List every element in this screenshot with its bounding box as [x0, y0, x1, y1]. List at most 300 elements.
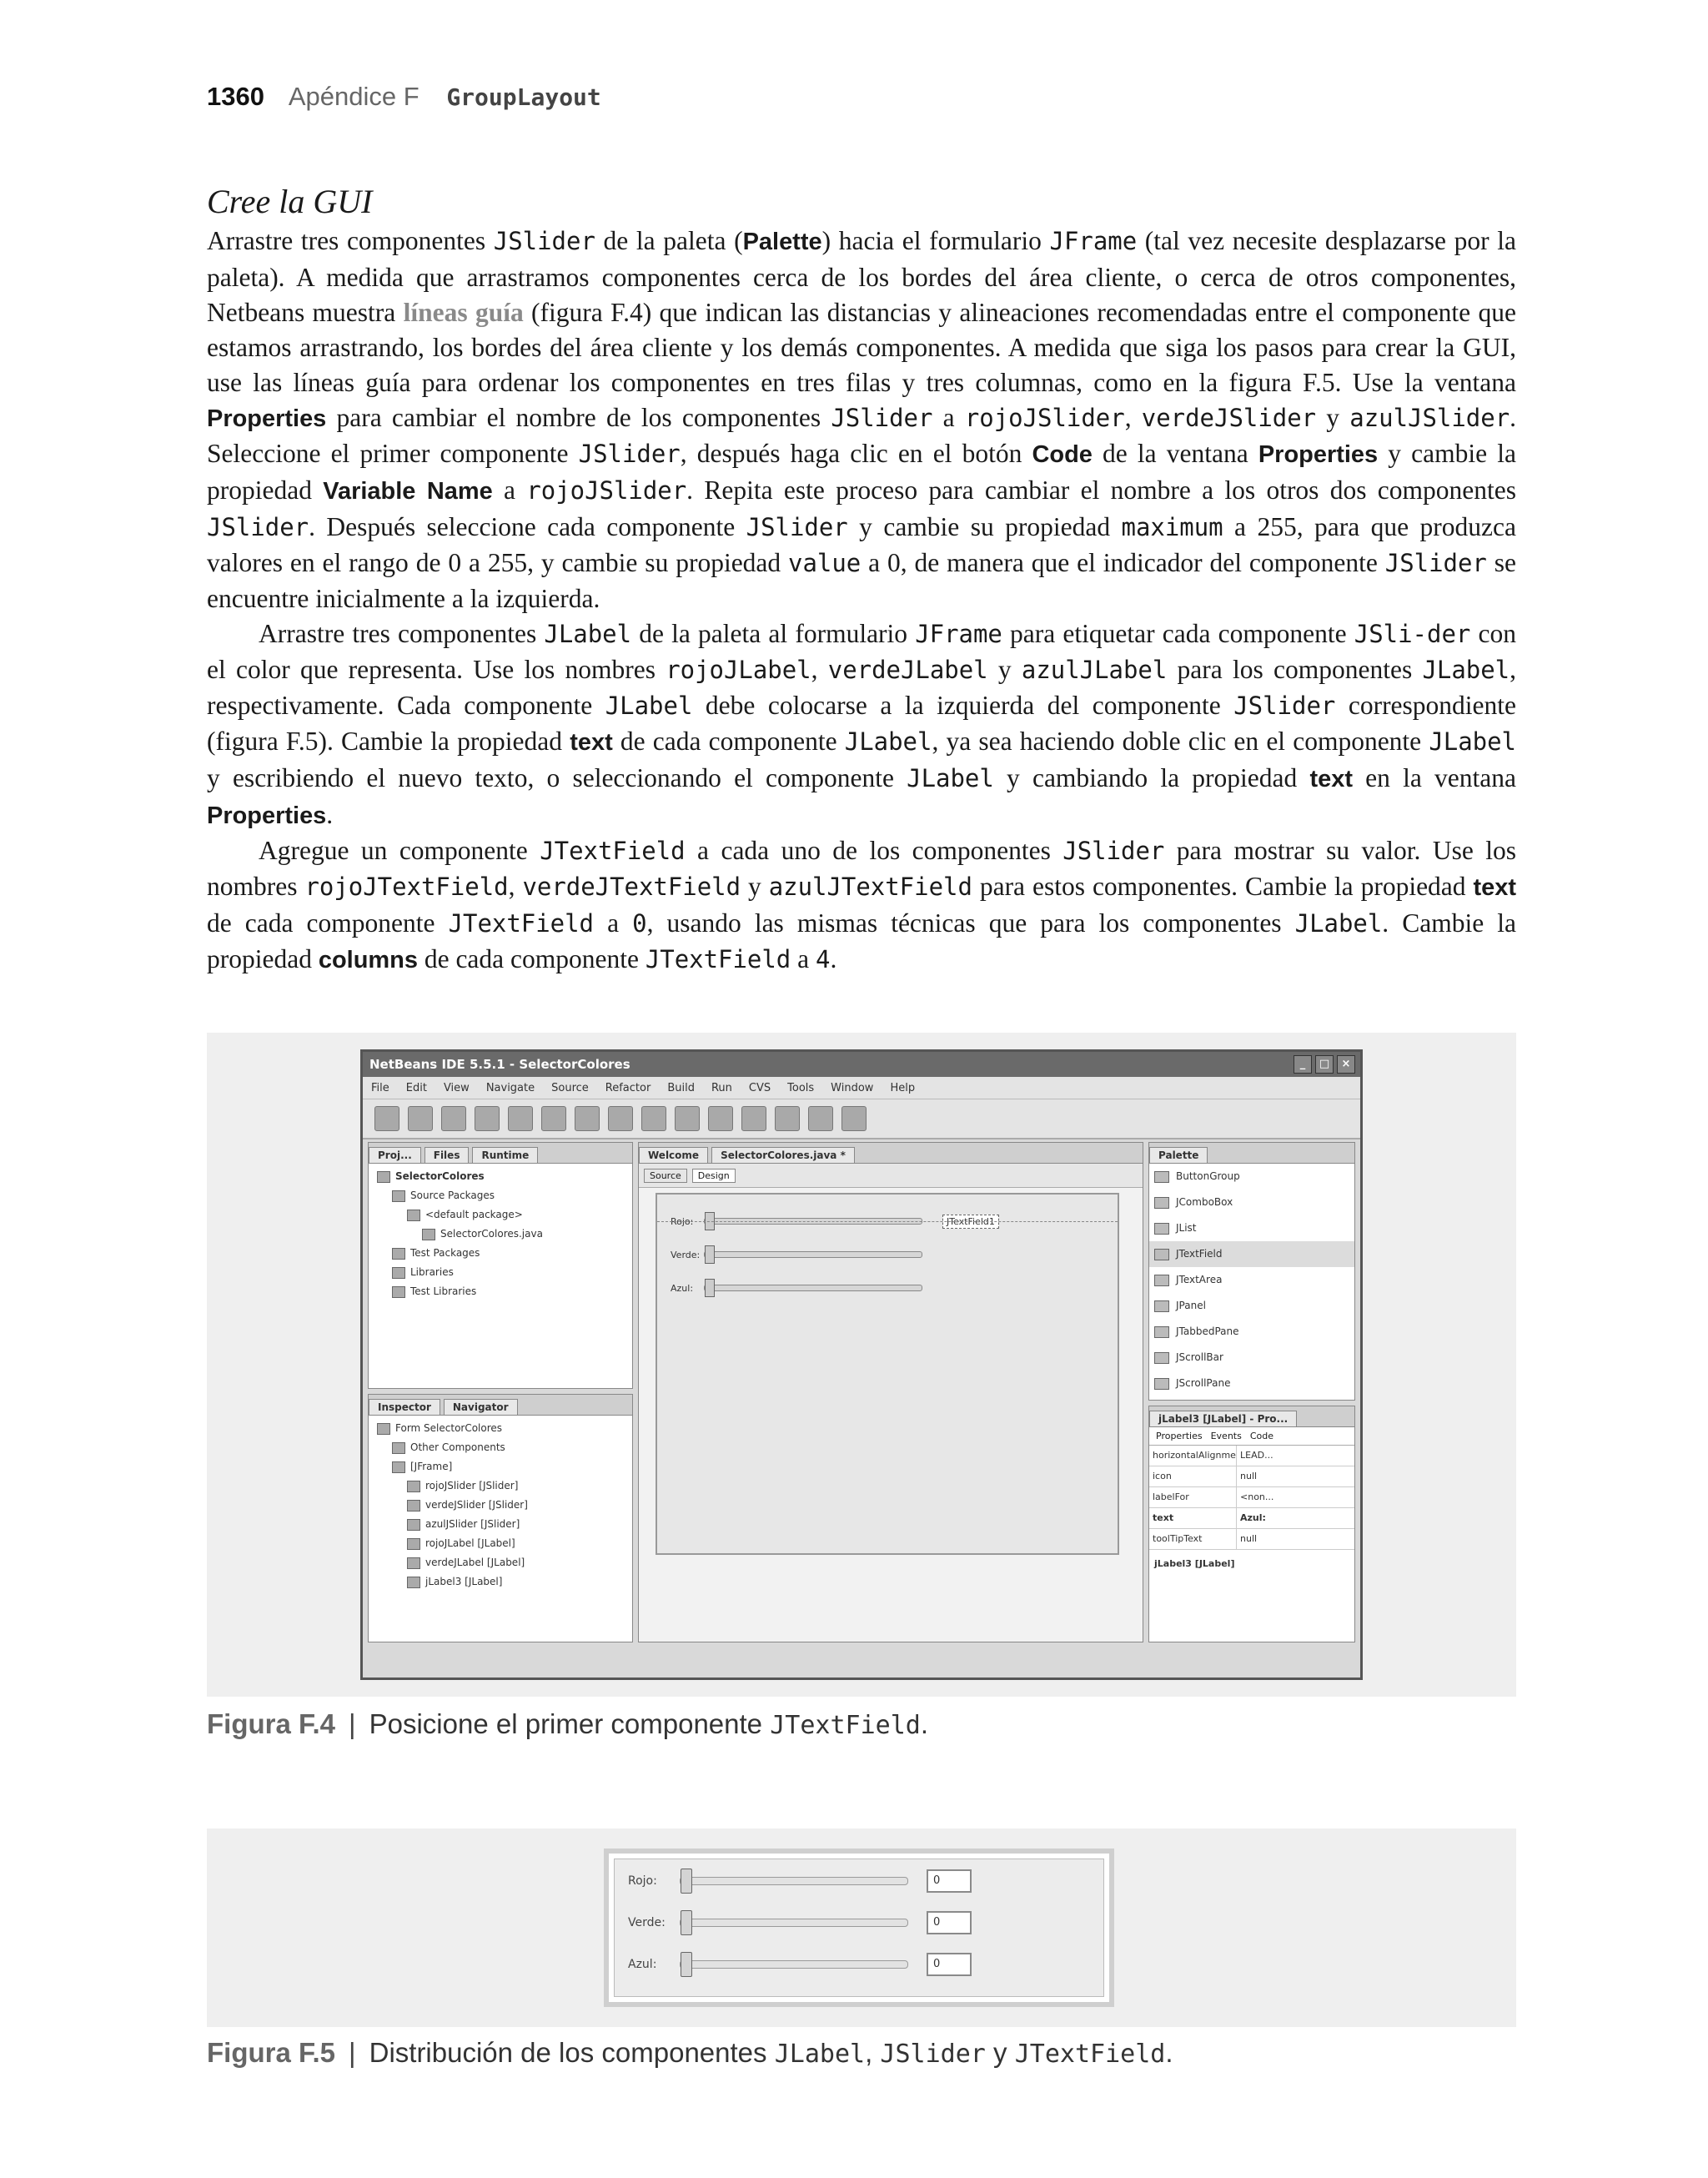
tree-label: SelectorColores.java	[440, 1228, 543, 1240]
project-tree	[369, 1164, 632, 1305]
inspector-tree	[369, 1416, 632, 1595]
text: en la ventana	[1352, 762, 1516, 792]
color-row-rojo	[628, 1866, 972, 1896]
color-selector-window	[604, 1849, 1114, 2007]
text: a	[594, 908, 633, 938]
designer-label[interactable]: Rojo:	[671, 1215, 694, 1227]
tree-label: SelectorColores	[395, 1170, 485, 1182]
text: debe colocarse a la izquierda del componente	[692, 690, 1234, 720]
menu-build[interactable]: Build	[667, 1081, 695, 1094]
palette-label: JPanel	[1176, 1300, 1206, 1311]
text: de cada componente	[612, 726, 845, 756]
code: JSlider	[493, 227, 595, 255]
text: . Repita este proceso para cambiar el nombre a los otros dos componentes	[686, 475, 1516, 506]
figure-f4	[207, 1033, 1516, 1697]
palette-label: JComboBox	[1176, 1196, 1233, 1208]
text: ,	[1124, 402, 1142, 432]
verde-textfield[interactable]: 0	[927, 1911, 972, 1934]
ide-toolbar	[363, 1099, 1360, 1139]
chapter-title: GroupLayout	[446, 83, 601, 111]
find-icon[interactable]	[675, 1106, 700, 1131]
menu-tools[interactable]: Tools	[787, 1081, 815, 1094]
tree-label: rojoJLabel [JLabel]	[425, 1537, 515, 1549]
scrollpane-icon	[1154, 1378, 1169, 1390]
projects-panel	[368, 1142, 633, 1389]
inspector-tabs	[369, 1395, 632, 1416]
text: y	[1316, 402, 1350, 432]
panel-icon	[1154, 1300, 1169, 1312]
scrollbar-icon	[1154, 1352, 1169, 1364]
azul-textfield[interactable]: 0	[927, 1953, 972, 1976]
slider-thumb[interactable]	[681, 1910, 692, 1935]
slider-thumb[interactable]	[681, 1952, 692, 1977]
property-row[interactable]	[1149, 1466, 1354, 1487]
code: JTextField	[645, 945, 791, 974]
text: correspondiente (figura F.5). Cambie la propiedad	[207, 690, 1517, 756]
designer-row	[671, 1245, 922, 1265]
property-row[interactable]	[1149, 1446, 1354, 1466]
tab-selectorcolores-java[interactable]: SelectorColores.java *	[711, 1147, 855, 1163]
text: . Seleccione el primer componente	[207, 402, 1517, 469]
form-designer	[656, 1193, 1119, 1555]
form-icon	[377, 1423, 390, 1435]
code: verdeJTextField	[522, 873, 741, 902]
ui-term: columns	[318, 947, 418, 974]
properties-titlebar	[1149, 1406, 1354, 1427]
menu-file[interactable]: File	[371, 1081, 389, 1094]
property-row[interactable]	[1149, 1508, 1354, 1529]
property-name: text	[1149, 1508, 1237, 1528]
caption-code: JSlider	[880, 2040, 986, 2069]
tree-node[interactable]	[374, 1205, 627, 1225]
property-name: labelFor	[1149, 1487, 1237, 1507]
ui-term: text	[570, 728, 613, 756]
designer-label[interactable]: Verde:	[671, 1249, 701, 1260]
text: a	[791, 944, 816, 974]
close-icon[interactable]: ×	[1337, 1055, 1355, 1074]
slider-thumb[interactable]	[705, 1245, 715, 1264]
tab-projects[interactable]: Proj...	[369, 1147, 421, 1163]
code: rojoJTextField	[304, 873, 509, 902]
code: JSlider	[746, 513, 848, 542]
color-selector-panel	[614, 1859, 1104, 1997]
tree-label: [JFrame]	[410, 1461, 453, 1472]
palette-item[interactable]	[1149, 1190, 1354, 1215]
folder-icon	[392, 1248, 405, 1260]
dragged-textfield[interactable]: JTextField1	[942, 1215, 999, 1229]
palette-tabs	[1149, 1143, 1354, 1164]
palette-label: JScrollPane	[1176, 1377, 1231, 1389]
copy-icon[interactable]	[541, 1106, 566, 1131]
text: y	[741, 872, 769, 902]
profile-icon[interactable]	[841, 1106, 867, 1131]
text: para mostrar su valor. Use los nombres	[207, 836, 1517, 902]
caption-end: .	[1165, 2037, 1173, 2068]
text: , después haga clic en el botón	[680, 439, 1032, 469]
properties-panel	[1148, 1406, 1355, 1642]
menu-view[interactable]: View	[443, 1081, 470, 1094]
text: para estos componentes. Cambie la propiedad	[972, 872, 1474, 902]
palette-label: JTabbedPane	[1176, 1325, 1239, 1337]
code: azulJTextField	[768, 873, 972, 902]
text: a cada uno de los componentes	[685, 836, 1063, 866]
text: (tal vez necesite desplazarse por la paleta). A medida que arrastramos componentes cerca de los bordes del área cliente, o cerca de otros componentes, Netbeans muestra	[207, 226, 1516, 327]
code: 4	[816, 945, 831, 974]
code: JFrame	[1049, 227, 1138, 255]
save-all-icon[interactable]	[475, 1106, 500, 1131]
tree-label: Test Packages	[410, 1247, 480, 1259]
ui-term: Properties	[1258, 441, 1379, 469]
property-row[interactable]	[1149, 1529, 1354, 1550]
list-icon	[1154, 1223, 1169, 1235]
verde-label: Verde:	[628, 1916, 666, 1929]
designer-slider[interactable]	[704, 1251, 922, 1258]
text: para etiquetar cada componente	[1002, 618, 1354, 648]
text: y cambiando la propiedad	[993, 762, 1310, 792]
figure-f5	[207, 1828, 1516, 2027]
tree-node[interactable]	[374, 1282, 627, 1301]
text: Arrastre tres componentes	[207, 226, 494, 255]
running-header	[207, 82, 601, 112]
java-file-icon	[422, 1229, 435, 1240]
property-value[interactable]: <non...	[1240, 1491, 1274, 1502]
maximize-icon[interactable]: □	[1315, 1055, 1334, 1074]
ui-term: text	[1309, 765, 1353, 792]
code: JSlider	[578, 440, 681, 469]
property-value[interactable]: null	[1240, 1533, 1258, 1544]
palette-label: JScrollBar	[1176, 1351, 1223, 1363]
tab-properties[interactable]: Properties	[1156, 1431, 1203, 1441]
ide-menubar	[363, 1077, 1360, 1099]
property-row[interactable]	[1149, 1487, 1354, 1508]
tab-inspector[interactable]: Inspector	[369, 1399, 440, 1415]
tree-label: jLabel3 [JLabel]	[425, 1576, 503, 1587]
text: a 255, para que produzca valores en el rango de 0 a 255, y cambie su propiedad	[207, 512, 1516, 578]
text: de la paleta (	[595, 226, 743, 255]
paragraph-2	[207, 616, 1516, 833]
properties-tabs	[1149, 1427, 1354, 1446]
tree-label: <default package>	[425, 1209, 523, 1220]
code: JFrame	[915, 619, 1002, 648]
textfield-icon	[1154, 1249, 1169, 1260]
code: JSli-der	[1354, 619, 1471, 648]
open-icon[interactable]	[441, 1106, 466, 1131]
label-icon	[407, 1538, 420, 1550]
guide-line	[657, 1221, 1118, 1222]
caption-code: JTextField	[770, 1711, 921, 1740]
page-number: 1360	[207, 82, 264, 111]
palette-item[interactable]	[1149, 1164, 1354, 1190]
menu-help[interactable]: Help	[890, 1081, 916, 1094]
tree-node[interactable]	[374, 1263, 627, 1282]
code: JLabel	[907, 763, 994, 792]
text: .	[326, 799, 334, 829]
palette-item[interactable]	[1149, 1215, 1354, 1241]
caption-code: JTextField	[1014, 2040, 1166, 2069]
caption-separator: |	[349, 1708, 356, 1739]
tree-node[interactable]	[374, 1476, 627, 1496]
code: JSlider	[831, 403, 933, 432]
property-value[interactable]: null	[1240, 1471, 1258, 1481]
caption-text: ,	[865, 2037, 881, 2068]
palette-label: JList	[1176, 1222, 1197, 1234]
text: se encuentre inicialmente a la izquierda.	[207, 548, 1516, 614]
text: . Cambie la propiedad	[207, 908, 1516, 974]
property-value[interactable]: Azul:	[1240, 1512, 1266, 1523]
project-icon	[377, 1171, 390, 1183]
code: JLabel	[1294, 909, 1383, 938]
text: ,	[811, 654, 828, 684]
menu-refactor[interactable]: Refactor	[605, 1081, 651, 1094]
text: (figura F.4) que indican las distancias y alineaciones recomendadas entre el componente que estamos arrastrando, los bordes del área cliente y los demás componentes. A medida que siga los pasos para crear la GUI, use las líneas guía para ordenar los componentes en tres filas y tres columnas, como en la figura F.5. Use la ventana	[207, 297, 1516, 397]
slider-icon	[407, 1481, 420, 1492]
code: verdeJSlider	[1141, 403, 1317, 432]
paste-icon[interactable]	[575, 1106, 600, 1131]
clean-build-icon[interactable]	[741, 1106, 766, 1131]
code: rojoJSlider	[526, 476, 687, 506]
projects-tabs	[369, 1143, 632, 1164]
menu-edit[interactable]: Edit	[405, 1081, 427, 1094]
code: JSlider	[207, 513, 309, 542]
editor-tabs	[639, 1143, 1143, 1164]
package-folder-icon	[392, 1190, 405, 1202]
library-icon	[392, 1267, 405, 1279]
textarea-icon	[1154, 1275, 1169, 1286]
slider-icon	[407, 1500, 420, 1512]
tab-files[interactable]: Files	[424, 1147, 470, 1163]
design-button[interactable]: Design	[692, 1169, 736, 1183]
menu-window[interactable]: Window	[831, 1081, 874, 1094]
cut-icon[interactable]	[508, 1106, 533, 1131]
tree-label: Libraries	[410, 1266, 454, 1278]
text: de la paleta al formulario	[631, 618, 916, 648]
tree-node[interactable]	[374, 1244, 627, 1263]
rojo-textfield[interactable]: 0	[927, 1869, 972, 1893]
palette-item[interactable]	[1149, 1319, 1354, 1345]
tree-node[interactable]	[374, 1438, 627, 1457]
code: 0	[632, 909, 647, 938]
ide-window	[360, 1049, 1363, 1680]
text: Agregue un componente	[259, 836, 540, 866]
components-icon	[392, 1442, 405, 1454]
text: para cambiar el nombre de los componentes	[326, 402, 831, 432]
inspector-panel	[368, 1394, 633, 1642]
label-icon	[407, 1557, 420, 1569]
code: rojoJLabel	[666, 655, 811, 684]
tree-label: verdeJSlider [JSlider]	[425, 1499, 528, 1511]
palette-label: JTextArea	[1176, 1274, 1223, 1285]
menu-source[interactable]: Source	[551, 1081, 589, 1094]
tree-label: Source Packages	[410, 1190, 495, 1201]
ide-titlebar	[363, 1052, 1360, 1077]
section-title: Cree la GUI	[207, 183, 373, 220]
palette-label: ButtonGroup	[1176, 1170, 1240, 1182]
code: JSlider	[1062, 837, 1165, 866]
tree-label: azulJSlider [JSlider]	[425, 1518, 520, 1530]
ui-term: Code	[1032, 441, 1093, 469]
code: azulJSlider	[1349, 403, 1510, 432]
properties-footer: jLabel3 [JLabel]	[1154, 1558, 1235, 1569]
palette-label: JTextField	[1176, 1248, 1223, 1260]
caption-code: JLabel	[774, 2040, 866, 2069]
slider-thumb[interactable]	[705, 1279, 715, 1297]
figure-f5-caption	[207, 2037, 1173, 2069]
menu-run[interactable]: Run	[711, 1081, 732, 1094]
editor-mode-bar	[639, 1164, 1143, 1188]
text: y escribiendo el nuevo texto, o seleccionando el componente	[207, 762, 907, 792]
body-text	[207, 224, 1516, 978]
tab-events[interactable]: Events	[1210, 1431, 1242, 1441]
caption-end: .	[920, 1708, 928, 1739]
build-icon[interactable]	[708, 1106, 733, 1131]
figure-number: Figura F.4	[207, 1708, 336, 1739]
verde-slider[interactable]	[680, 1919, 908, 1927]
text: y cambie la propiedad	[207, 439, 1517, 506]
text: , usando las mismas técnicas que para los componentes	[646, 908, 1295, 938]
properties-title[interactable]: jLabel3 [JLabel] - Pro...	[1149, 1411, 1297, 1426]
ui-term: text	[1473, 874, 1517, 902]
code: value	[788, 549, 862, 578]
chapter-label: Apéndice F	[288, 82, 419, 111]
menu-navigate[interactable]: Navigate	[485, 1081, 535, 1094]
code: JLabel	[1429, 727, 1516, 756]
key-term: líneas guía	[403, 297, 524, 327]
buttongroup-icon	[1154, 1171, 1169, 1183]
caption-text: Posicione el primer componente	[369, 1708, 771, 1739]
code: JLabel	[544, 619, 632, 648]
text: . Después seleccione cada componente	[309, 512, 746, 542]
text: Arrastre tres componentes	[259, 618, 545, 648]
code: JTextField	[448, 909, 594, 938]
text: de cada componente	[207, 908, 449, 938]
color-row-azul	[628, 1949, 972, 1979]
tab-navigator[interactable]: Navigator	[444, 1399, 518, 1415]
ui-term: Palette	[742, 229, 822, 255]
tree-label: Other Components	[410, 1441, 505, 1453]
code: JLabel	[844, 727, 932, 756]
tree-node[interactable]	[374, 1515, 627, 1534]
palette-item[interactable]	[1149, 1345, 1354, 1371]
property-name: toolTipText	[1149, 1529, 1237, 1549]
tab-welcome[interactable]: Welcome	[639, 1147, 708, 1163]
code: JSlider	[1384, 549, 1487, 578]
ide-title: NetBeans IDE 5.5.1 - SelectorColores	[369, 1057, 630, 1072]
new-project-icon[interactable]	[408, 1106, 433, 1131]
designer-row	[671, 1278, 922, 1298]
run-icon[interactable]	[775, 1106, 800, 1131]
palette-item[interactable]	[1149, 1293, 1354, 1319]
text: con el color que representa. Use los nombres	[207, 618, 1516, 684]
tree-label: rojoJSlider [JSlider]	[425, 1480, 519, 1491]
frame-icon	[392, 1461, 405, 1473]
tabbedpane-icon	[1154, 1326, 1169, 1338]
text: de la ventana	[1092, 439, 1258, 469]
text: y	[987, 654, 1022, 684]
tree-node[interactable]	[374, 1167, 627, 1186]
tree-label: Test Libraries	[410, 1285, 477, 1297]
text: a	[492, 475, 527, 506]
tree-node[interactable]	[374, 1553, 627, 1572]
designer-label[interactable]: Azul:	[671, 1282, 694, 1294]
paragraph-1	[207, 224, 1516, 616]
code: maximum	[1121, 513, 1223, 542]
text: para los componentes	[1167, 654, 1423, 684]
text: .	[830, 944, 837, 974]
caption-text: y	[985, 2037, 1015, 2068]
figure-number: Figura F.5	[207, 2037, 336, 2068]
text: , respectivamente. Cada componente	[207, 654, 1516, 720]
figure-f4-caption	[207, 1708, 928, 1740]
label-icon	[407, 1577, 420, 1588]
color-row-verde	[628, 1908, 972, 1938]
ui-term: Properties	[207, 802, 327, 829]
minimize-icon[interactable]: _	[1294, 1055, 1312, 1074]
text: , ya sea haciendo doble clic en el componente	[932, 726, 1429, 756]
property-value[interactable]: LEAD...	[1240, 1450, 1273, 1461]
tree-node[interactable]	[374, 1419, 627, 1438]
caption-text: Distribución de los componentes	[369, 2037, 775, 2068]
text: de cada componente	[417, 944, 646, 974]
code: rojoJSlider	[964, 403, 1125, 432]
tab-runtime[interactable]: Runtime	[472, 1147, 538, 1163]
editor-panel	[638, 1142, 1143, 1642]
undo-icon[interactable]	[608, 1106, 633, 1131]
tree-node[interactable]	[374, 1225, 627, 1244]
tree-node[interactable]	[374, 1534, 627, 1553]
palette-item[interactable]	[1149, 1371, 1354, 1396]
menu-cvs[interactable]: CVS	[748, 1081, 771, 1094]
library-icon	[392, 1286, 405, 1298]
window-controls	[1294, 1055, 1355, 1074]
designer-slider[interactable]	[704, 1285, 922, 1291]
text: a	[932, 402, 965, 432]
code: verdeJLabel	[827, 655, 988, 684]
slider-thumb[interactable]	[681, 1869, 692, 1894]
tree-node[interactable]	[374, 1457, 627, 1476]
rojo-slider[interactable]	[680, 1877, 908, 1885]
text: ) hacia el formulario	[821, 226, 1050, 255]
combobox-icon	[1154, 1197, 1169, 1209]
palette-item[interactable]	[1149, 1241, 1354, 1267]
tree-node[interactable]	[374, 1496, 627, 1515]
tree-node[interactable]	[374, 1186, 627, 1205]
code: JSlider	[1233, 691, 1336, 720]
rojo-label: Rojo:	[628, 1874, 657, 1888]
code: JTextField	[540, 837, 686, 866]
code: JLabel	[605, 691, 693, 720]
source-button[interactable]: Source	[644, 1169, 687, 1183]
tree-label: verdeJLabel [JLabel]	[425, 1557, 525, 1568]
slider-icon	[407, 1519, 420, 1531]
text: y cambie su propiedad	[847, 512, 1122, 542]
text: ,	[508, 872, 523, 902]
tab-code[interactable]: Code	[1249, 1431, 1274, 1441]
tree-label: Form SelectorColores	[395, 1422, 503, 1434]
palette-item[interactable]	[1149, 1267, 1354, 1293]
caption-separator: |	[349, 2037, 356, 2068]
debug-icon[interactable]	[808, 1106, 833, 1131]
tree-node[interactable]	[374, 1572, 627, 1592]
tab-palette[interactable]: Palette	[1149, 1147, 1208, 1163]
new-file-icon[interactable]	[374, 1106, 399, 1131]
text: a 0, de manera que el indicador del componente	[861, 548, 1385, 578]
redo-icon[interactable]	[641, 1106, 666, 1131]
azul-label: Azul:	[628, 1958, 657, 1971]
azul-slider[interactable]	[680, 1960, 908, 1969]
code: azulJLabel	[1021, 655, 1168, 684]
ui-term: Variable Name	[323, 478, 493, 506]
property-name: icon	[1149, 1466, 1237, 1486]
